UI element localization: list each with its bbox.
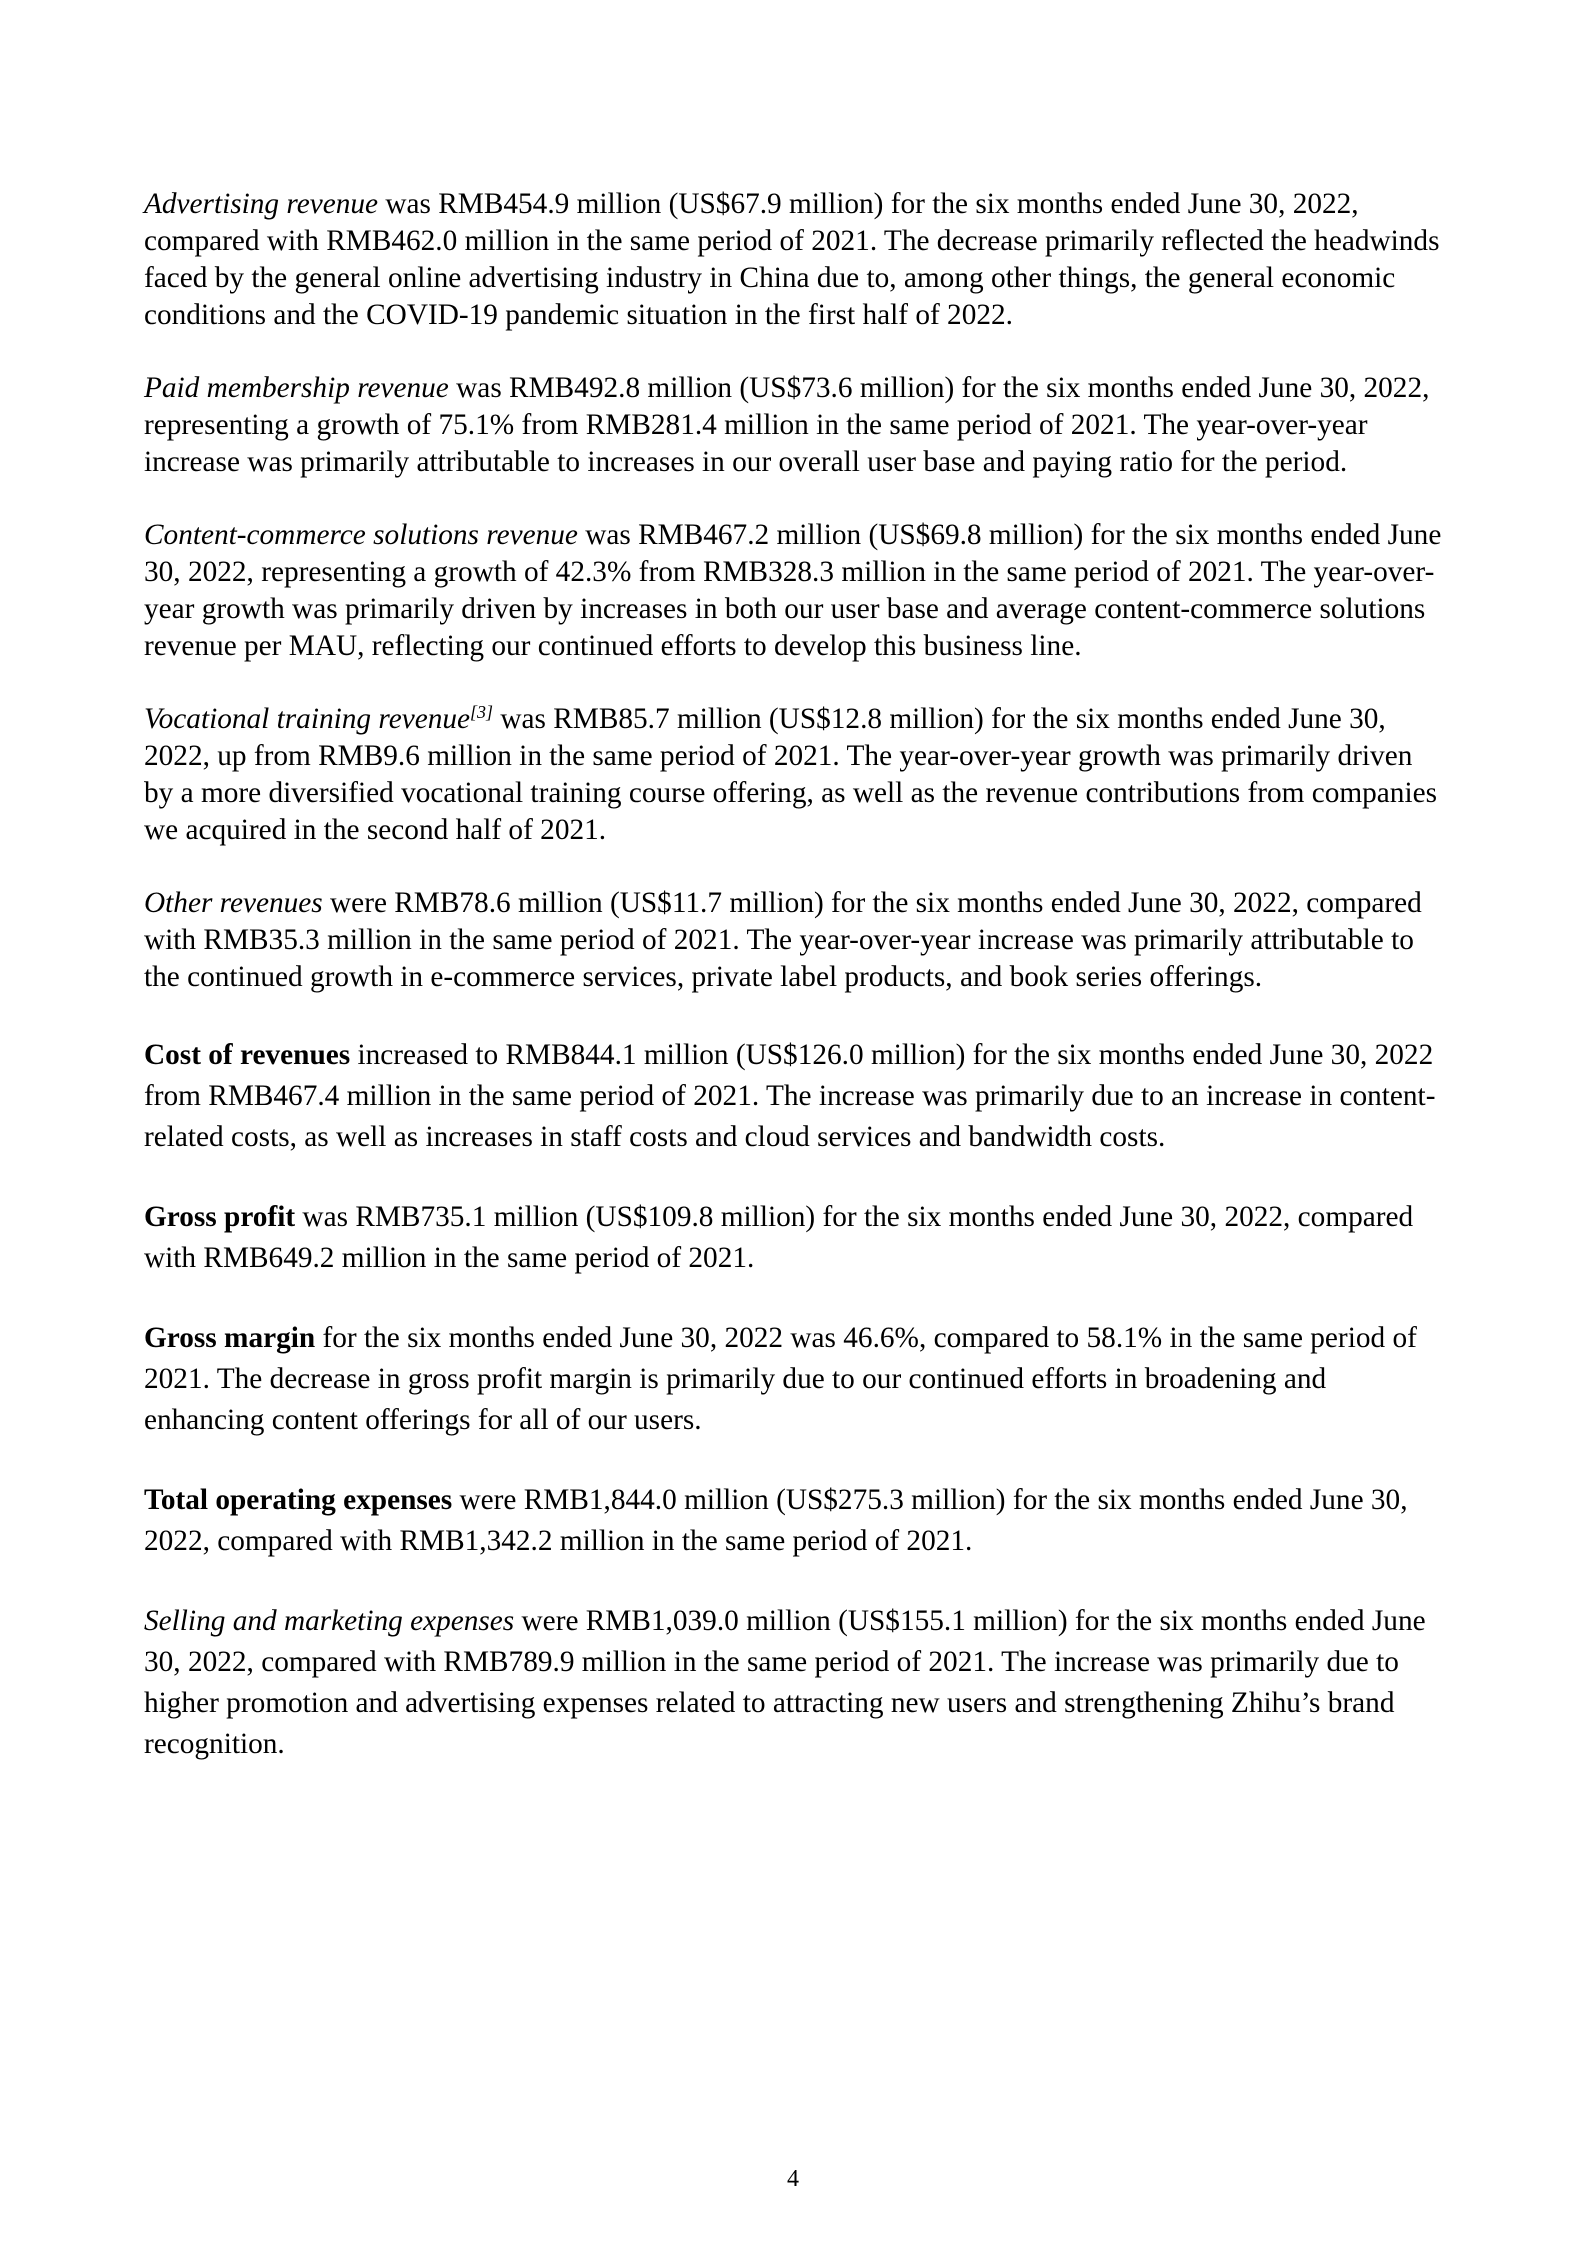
paragraph-lead: Cost of revenues: [144, 1039, 351, 1071]
paragraph-spacer: [144, 665, 1444, 701]
paragraph-spacer: [144, 334, 1444, 370]
paragraph-text: were RMB78.6 million (US$11.7 million) for the six months ended June 30, 2022, compared with RMB35.3 million in the same period of 2021. The year-over-year increase was primarily attributable to the continued growth in e-commerce services, private label products, and book series offerings.: [144, 887, 1422, 993]
paragraph-spacer: [144, 481, 1444, 517]
paragraph-lead: Selling and marketing expenses: [144, 1605, 515, 1637]
paragraph-spacer: [144, 849, 1444, 885]
paragraph-lead: Vocational training revenue: [144, 703, 470, 735]
paragraph-spacer: [144, 1279, 1444, 1318]
paragraph-paid-membership-revenue: [144, 370, 1444, 481]
paragraph-other-revenues: [144, 885, 1444, 996]
paragraph-lead: Gross margin: [144, 1322, 316, 1354]
paragraph-text: was RMB467.2 million (US$69.8 million) for the six months ended June 30, 2022, representing a growth of 42.3% from RMB328.3 million in the same period of 2021. The year-over-year growth was primarily driven by increases in both our user base and average content-commerce solutions revenue per MAU, reflecting our continued efforts to develop this business line.: [144, 519, 1442, 662]
paragraph-text: were RMB1,844.0 million (US$275.3 million) for the six months ended June 30, 2022, compared with RMB1,342.2 million in the same period of 2021.: [144, 1484, 1408, 1557]
paragraph-text: was RMB454.9 million (US$67.9 million) for the six months ended June 30, 2022, compared with RMB462.0 million in the same period of 2021. The decrease primarily reflected the headwinds faced by the general online advertising industry in China due to, among other things, the general economic conditions and the COVID-19 pandemic situation in the first half of 2022.: [144, 188, 1440, 331]
paragraph-advertising-revenue: [144, 186, 1444, 334]
paragraph-cost-of-revenues: [144, 1035, 1444, 1158]
paragraph-vocational-training-revenue: [144, 701, 1444, 849]
paragraph-selling-marketing-expenses: [144, 1601, 1444, 1765]
paragraph-lead: Paid membership revenue: [144, 372, 449, 404]
paragraph-lead: Gross profit: [144, 1201, 296, 1233]
paragraph-lead: Advertising revenue: [144, 188, 379, 220]
paragraph-gross-profit: [144, 1197, 1444, 1279]
paragraph-text: increased to RMB844.1 million (US$126.0 million) for the six months ended June 30, 2022 from RMB467.4 million in the same period of 2021. The increase was primarily due to an increase in content-related costs, as well as increases in staff costs and cloud services and bandwidth costs.: [144, 1039, 1436, 1153]
paragraph-lead: Total operating expenses: [144, 1484, 453, 1516]
paragraph-text: were RMB1,039.0 million (US$155.1 million) for the six months ended June 30, 2022, compared with RMB789.9 million in the same period of 2021. The increase was primarily due to higher promotion and advertising expenses related to attracting new users and strengthening Zhihu’s brand recognition.: [144, 1605, 1426, 1760]
page-number: 4: [787, 2166, 799, 2192]
document-body: [144, 186, 1444, 1765]
paragraph-lead: Other revenues: [144, 887, 323, 919]
paragraph-total-operating-expenses: [144, 1480, 1444, 1562]
paragraph-spacer: [144, 1158, 1444, 1197]
paragraph-text: was RMB85.7 million (US$12.8 million) for the six months ended June 30, 2022, up from RMB9.6 million in the same period of 2021. The year-over-year growth was primarily driven by a more diversified vocational training course offering, as well as the revenue contributions from companies we acquired in the second half of 2021.: [144, 703, 1437, 846]
paragraph-text: for the six months ended June 30, 2022 was 46.6%, compared to 58.1% in the same period of 2021. The decrease in gross profit margin is primarily due to our continued efforts in broadening and enhancing content offerings for all of our users.: [144, 1322, 1417, 1436]
paragraph-spacer: [144, 1562, 1444, 1601]
paragraph-lead: Content-commerce solutions revenue: [144, 519, 578, 551]
paragraph-content-commerce-revenue: [144, 517, 1444, 665]
paragraph-text: was RMB735.1 million (US$109.8 million) for the six months ended June 30, 2022, compared with RMB649.2 million in the same period of 2021.: [144, 1201, 1414, 1274]
footnote-reference[interactable]: [3]: [470, 702, 494, 723]
paragraph-gross-margin: [144, 1318, 1444, 1441]
paragraph-spacer: [144, 996, 1444, 1035]
paragraph-text: was RMB492.8 million (US$73.6 million) for the six months ended June 30, 2022, representing a growth of 75.1% from RMB281.4 million in the same period of 2021. The year-over-year increase was primarily attributable to increases in our overall user base and paying ratio for the period.: [144, 372, 1430, 478]
paragraph-spacer: [144, 1441, 1444, 1480]
